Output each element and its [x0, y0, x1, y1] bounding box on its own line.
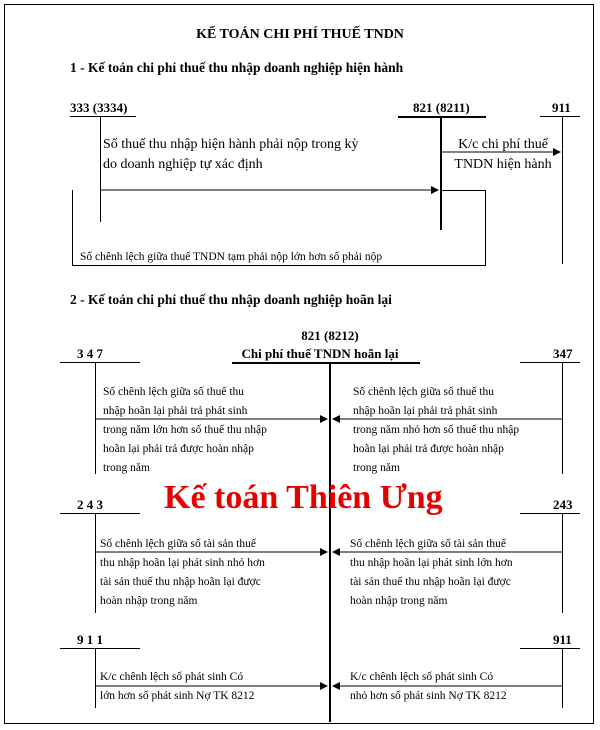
entry-transfer-text: K/c chi phí thuế TNDN hiện hành [454, 137, 552, 172]
account-8212-code: 821 (8212) [301, 328, 359, 343]
account-347-right: 347 [553, 346, 573, 361]
page-title: KẾ TOÁN CHI PHÍ THUẾ TNDN [196, 27, 404, 42]
account-347-left: 3 4 7 [77, 346, 103, 361]
account-8211: 821 (8211) [413, 100, 470, 115]
account-243-left: 2 4 3 [77, 497, 103, 512]
account-8212-name: Chi phí thuế TNDN hoãn lại [241, 346, 399, 361]
watermark-brand: Kế toán Thiên Ưng [164, 479, 443, 516]
entry-243-right-text: Số chênh lệch giữa số tài sản thuế thu nhập hoãn lại phát sinh lớn hơn tài sản thuế thu nhập hoãn lại được hoàn nhập trong năm [350, 538, 513, 607]
account-911-top: 911 [552, 100, 571, 115]
entry-347-left-text: Số chênh lệch giữa số thuế thu nhập hoãn lại phải trả phát sinh trong năm lớn hơn số thuế thu nhập hoãn lại phải trả được hoàn nhập trong năm [103, 386, 267, 474]
entry-243-left-text: Số chênh lệch giữa số tài sản thuế thu nhập hoãn lại phát sinh nhỏ hơn tài sản thuế thu nhập hoãn lại được hoàn nhập trong năm [100, 538, 265, 607]
entry-payable-text: Số thuế thu nhập hiện hành phải nộp trong kỳ do doanh nghiệp tự xác định [103, 137, 359, 172]
section2-heading: 2 - Kế toán chi phí thuế thu nhập doanh nghiệp hoãn lại [70, 292, 392, 307]
account-333: 333 (3334) [70, 100, 128, 115]
entry-difference-text: Số chênh lệch giữa thuế TNDN tạm phải nộp lớn hơn số phải nộp [80, 251, 383, 263]
account-243-right: 243 [553, 497, 573, 512]
entry-911-right-text: K/c chênh lệch số phát sinh Có nhỏ hơn số phát sinh Nợ TK 8212 [350, 671, 507, 702]
section1-heading: 1 - Kế toán chi phí thuế thu nhập doanh nghiệp hiện hành [70, 60, 404, 75]
entry-911-left-text: K/c chênh lệch số phát sinh Có lớn hơn số phát sinh Nợ TK 8212 [100, 671, 255, 702]
account-911-right: 911 [553, 632, 572, 647]
entry-347-right-text: Số chênh lệch giữa số thuế thu nhập hoãn lại phải trả phát sinh trong năm nhỏ hơn số thuế thu nhập hoãn lại phải trả được hoàn nhập trong năm [353, 386, 520, 474]
account-911-left: 9 1 1 [77, 632, 103, 647]
